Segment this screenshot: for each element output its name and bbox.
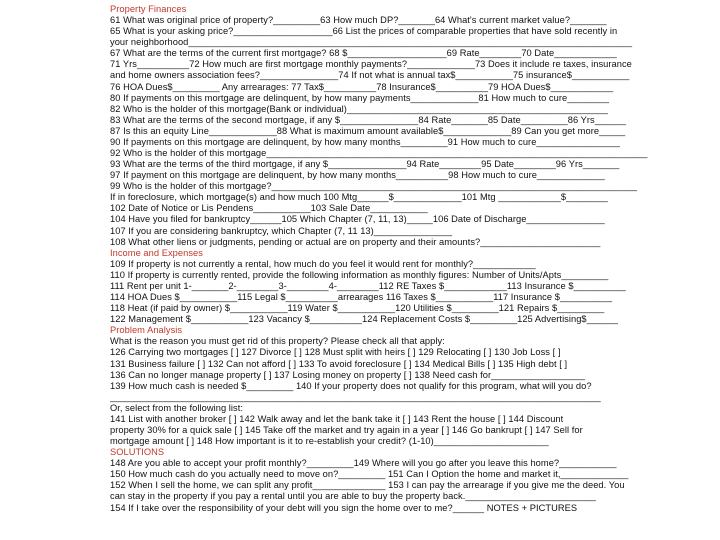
form-line: 114 HOA Dues $___________115 Legal $__________arrearages 116 Taxes $___________117 Insurance $__________: [110, 292, 613, 303]
form-line: 80 If payments on this mortgage are delinquent, by how many payments_____________81 How much to cure________: [110, 92, 609, 103]
form-line: and home owners association fees?_______________74 If not what is annual tax$___________75 insurance$___________: [110, 70, 630, 81]
form-line: 154 If I take over the responsibility of your debt will you sign the home over to me?______ NOTES + PICTURES: [110, 502, 578, 513]
form-line: 61 What was original price of property?_________63 How much DP?_______64 What's current market value?_______: [110, 15, 607, 26]
form-line: 67 What are the terms of the current first mortgage? 68 $___________________69 Rate________70 Date____________: [110, 48, 617, 59]
form-line: can stay in the property if you pay a rental until you are able to buy the property back._________________________: [110, 491, 596, 502]
form-line: Or, select from the following list:: [110, 402, 243, 413]
form-line: 109 If property is not currently a rental, how much do you feel it would rent for monthly?____________: [110, 258, 536, 269]
form-line: 83 What are the terms of the second mortgage, if any $_______________84 Rate_______85 Date_________86 Yrs______: [110, 114, 627, 125]
form-line: 82 Who is the holder of this mortgage(Bank or individual)__________________________________________________: [110, 103, 608, 114]
form-line: 110 If property is currently rented, provide the following information as monthly figures: Number of Units/Apts_________: [110, 269, 609, 280]
form-line: 87 Is this an equity Line_____________88 What is maximum amount available$_____________89 Can you get more_____: [110, 125, 626, 136]
form-line: 76 HOA Dues$_________ Any arrearages: 77 Tax$__________78 Insurance$__________79 HOA Dues$____________: [110, 81, 614, 92]
form-line: 139 How much cash is needed $_________ 140 If your property does not qualify for this program, what will you do?: [110, 380, 592, 391]
form-line: 108 What other liens or judgments, pending or actual are on property and their amounts?_______________________: [110, 236, 601, 247]
form-line: 92 Who is the holder of this mortgage_________________________________________________________________________: [110, 148, 648, 159]
form-line: 152 When I sell the home, we can split any profit______________ 153 I can pay the arrearage if you give me the deed. You: [110, 480, 625, 491]
form-line: 107 If you are considering bankruptcy, which Chapter (7, 11 13)_______________: [110, 225, 453, 236]
form-line: 102 Date of Notice or Lis Pendens___________103 Sale Date___________: [110, 203, 428, 214]
form-line: 104 Have you filed for bankruptcy______105 Which Chapter (7, 11, 13)_____106 Date of Discharge_______________: [110, 214, 605, 225]
form-line: 71 Yrs__________72 How much are first mortgage monthly payments?_____________73 Does it include re taxes, insurance: [110, 59, 632, 70]
section-heading: Problem Analysis: [110, 325, 183, 336]
form-line: 148 Are you able to accept your profit monthly?_________149 Where will you go after you leave this home?___________: [110, 458, 617, 469]
form-line: 131 Business failure [ ] 132 Can not afford [ ] 133 To avoid foreclosure [ ] 134 Medical Bills [ ] 135 High debt [ ]: [110, 358, 568, 369]
section-heading: Property Finances: [110, 4, 187, 14]
form-line: ______________________________________________________________________________________________: [110, 391, 601, 402]
form-line: 126 Carrying two mortgages [ ] 127 Divorce [ ] 128 Must split with heirs [ ] 129 Relocating [ ] 130 Job Loss [ ]: [110, 347, 561, 358]
form-line: 150 How much cash do you actually need to move on?_________ 151 Can I Option the home and market it,_____________: [110, 469, 629, 480]
form-line: mortgage amount [ ] 148 How important is it to re-establish your credit? (1-10)______________________: [110, 436, 549, 447]
form-line: 122 Management $___________123 Vacancy $__________124 Replacement Costs $_________125 Advertising$______: [110, 314, 618, 325]
form-line: 90 If payments on this mortgage are delinquent, by how many months_________91 How much to cure________________: [110, 136, 620, 147]
form-line: 97 If payment on this mortgage are delinquent, by how many months__________98 How much to cure_____________: [110, 170, 605, 181]
form-line: 93 What are the terms of the third mortgage, if any $_______________94 Rate________95 Date________96 Yrs_______: [110, 159, 620, 170]
form-line: 111 Rent per unit 1-_______2-________3-________4-________112 RE Taxes $____________113 Insurance $__________: [110, 280, 626, 291]
form-line: 65 What is your asking price?___________________66 List the prices of comparable properties that have sold recently in: [110, 26, 618, 37]
form-line: property 30% for a quick sale [ ] 145 Take off the market and try again in a year [ ] 146 Go bankrupt [ ] 147 Sell for: [110, 424, 583, 435]
form-line: 99 Who is the holder of this mortgage?______________________________________________________________________: [110, 181, 638, 192]
form-line: 136 Can no longer manage property [ ] 137 Losing money on property [ ] 138 Need cash for__________________: [110, 369, 586, 380]
form-line: 118 Heat (if paid by owner) $___________119 Water $___________120 Utilities $_________121 Repairs $_________: [110, 303, 605, 314]
form-line: If in foreclosure, which mortgage(s) and how much 100 Mtg______$_____________101 Mtg ____________$________: [110, 192, 608, 203]
form-line: What is the reason you must get rid of this property? Please check all that apply:: [110, 336, 445, 347]
form-line: your neighborhood_____________________________________________________________________________________: [110, 37, 633, 48]
section-heading: SOLUTIONS: [110, 447, 165, 458]
section-heading: Income and Expenses: [110, 247, 203, 258]
form-line: 141 List with another broker [ ] 142 Walk away and let the bank take it [ ] 143 Rent the house [ ] 144 Discount: [110, 413, 564, 424]
